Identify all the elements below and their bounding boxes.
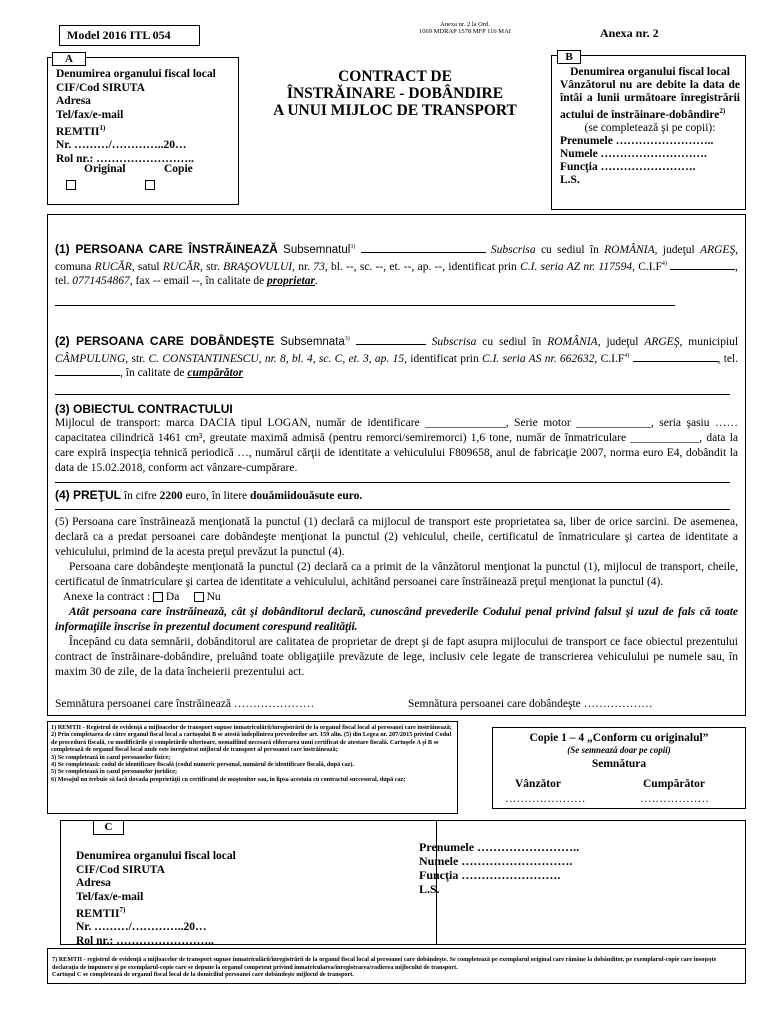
sec2-heading: (2) PERSOANA CARE DOBÂNDEŞTE xyxy=(55,333,275,348)
sec2-divider xyxy=(55,394,730,395)
box-b-numele: Numele ………………………. xyxy=(560,147,707,160)
section-4: (4) PREŢUL în cifre 2200 euro, în litere douămiidouăsute euro. xyxy=(55,488,363,502)
box-c-line3: Adresa xyxy=(76,877,111,889)
note-3: 3) Se completează în cazul persoanelor fizice; xyxy=(51,753,171,761)
box-a-line5: REMTII$^{1)}$ xyxy=(56,124,106,138)
sec3-text: Mijlocul de transport: marca DACIA tipul LOGAN, număr de identificare ______________, Serie motor _____________, seria şasiu …… capacitatea cilindrică 1461 cm³, greutate maximă admisă (pentru remorci/semiremorci) 1,6 tone, număr de înmatriculare ____________, data la care expiră inspecţia tehnică periodică …, numărul cărţii de identitate a vehiculului F809658, anul de fabricaţie 2007, norma euro E4, dobândit la data de 15.02.2018, conform act vânzare-cumpărare. xyxy=(55,417,738,474)
annex-title: Anexa nr. 2 xyxy=(600,26,659,40)
vanzator-label: Vânzător xyxy=(515,778,561,790)
box-c-signature xyxy=(419,840,579,896)
box-c-line6: Nr. ………/…………..20… xyxy=(76,921,207,934)
sec5-p2: Persoana care dobândeşte menţionată la punctul (2) declară ca a primit de la vânzătorul menţionat la punctul (1), mijlocul de transport, cheile, certificatul de înmatriculare şi cartea de identitate a vehiculului, achitând persoanei care înstrăinează preţul menţionat la punctul (4). xyxy=(55,561,738,588)
cumparator-dots: ……………… xyxy=(640,793,709,805)
sec5-p4: Începând cu data semnării, dobânditorul are calitatea de proprietar de drept şi de fapt asupra mijlocului de transport ce face obiectul prezentului contract de înstrăinare-dobândire, preluând toate obligaţiile prevăzute de lege, inclusiv cele legate de transcrierea vehiculului pe numele sau, în maxim 30 de zile, de la data încheierii prezentului act. xyxy=(55,636,738,678)
original-checkbox[interactable] xyxy=(66,180,76,190)
footer-line2: Cartuşul C se completează de organul fiscal local de la domiciliul persoanei care dobândeşte mijlocul de transport. xyxy=(52,971,354,978)
copie-label: Copie xyxy=(164,163,193,175)
anexe-row: Anexe la contract : Da Nu xyxy=(63,591,221,603)
title-line1: CONTRACT DE xyxy=(338,68,452,85)
model-box xyxy=(59,25,200,46)
sem-instrainator: Semnătura persoanei care înstrăinează ………………… xyxy=(55,698,315,710)
box-c-line4: Tel/fax/e-mail xyxy=(76,890,144,903)
box-b-tag: B xyxy=(557,50,581,64)
section-5 xyxy=(55,515,738,680)
anexe-da-checkbox[interactable] xyxy=(153,592,163,602)
copie-content xyxy=(492,731,746,771)
contract-title xyxy=(245,68,545,119)
box-a-line7: Rol nr.: …………………….. xyxy=(56,152,194,165)
copie-sub: (Se semnează doar pe copii) xyxy=(567,745,671,756)
footer-line1: 7) REMTII - registrul de evidenţă a mijloacelor de transport supuse înmatriculării/înregistrării de la organul fiscal local al persoanei care dobândeşte. Se completează pe exemplarul original care rămâne la dobânditor, pe exemplarul-copie care însoţeşte declaraţia de impunere şi pe exemplarul-copie care se depune la organul competent privind înmatricularea/înregistrarea/radierea mijlocului de transport. xyxy=(52,956,717,971)
box-c-tag: C xyxy=(93,820,124,835)
sec5-p3: Atât persoana care înstrăinează, cât şi dobânditorul declară, cunoscând prevederile Codului penal privind falsul şi uzul de fals că toate informaţiile înscrise în prezentul document corespund realităţii. xyxy=(55,606,738,633)
box-c-content xyxy=(76,850,236,948)
note-6: 6) Mesajul nu trebuie să facă dovada proprietăţii cu certificatul de moştenitor sau, în lipsa acestuia cu contractul succesoral, după caz; xyxy=(51,775,406,783)
original-label: Original xyxy=(84,163,126,175)
box-c-line1: Denumirea organului fiscal local xyxy=(76,850,236,862)
note-4: 4) Se completează: codul de identificare fiscală (codul numeric personal, numărul de identificare fiscală, după caz). xyxy=(51,761,354,769)
section-1: (1) PERSOANA CARE ÎNSTRĂINEAZĂ Subsemnatul$^{3)}$ Subscrisa cu sediul în ROMÂNIA, judeţul ARGEŞ, comuna RUCĂR, satul RUCĂR, str. BRAŞOVULUI, nr. 73, bl. --, sc. --, et. --, ap. --, identificat prin C.I. seria AZ nr. 117594, $C.I.F^{4)}$ , tel. 0771454867, fax -- email --, în calitate de proprietar. xyxy=(55,241,739,287)
copie-title: Copie 1 – 4 „Conform cu originalul” xyxy=(529,732,709,744)
box-c-functia: Funcţia ……………………. xyxy=(419,868,561,882)
sem-dobanditor: Semnătura persoanei care dobândeşte ……………… xyxy=(408,698,653,710)
sec3-heading: (3) OBIECTUL CONTRACTULUI xyxy=(55,402,233,416)
sec3-divider xyxy=(55,482,730,483)
note-2: 2) Prin completarea de către organul fiscal local a cartuşului B se atestă îndeplinirea prevederilor art. 159 alin. (5) din Legea nr. 207/2015 privind Codul de procedură fiscală, cu modificările şi completările ulterioare, nemaifiind necesară eliberarea unui certificat de atestare fiscală. Cartuşele A şi B se completează de organul fiscal local unde este înregistrat mijlocul de transport al persoanei care înstrăinează; xyxy=(51,731,452,754)
footer-text xyxy=(52,956,742,979)
box-a-tag: A xyxy=(52,52,86,66)
annex-ref-line2: 1069 MDRAP 1578 MFP 116 MAI xyxy=(419,28,511,36)
box-a-content xyxy=(56,68,216,166)
vanzator-dots: ………………… xyxy=(505,793,586,805)
box-c-line5: REMTII$^{7)}$ xyxy=(76,906,126,920)
annex-ref-line1: Anexa nr. 2 la Ord. xyxy=(440,21,490,28)
box-a-line4: Tel/fax/e-mail xyxy=(56,108,124,121)
box-a-line6: Nr. ………/…………..20… xyxy=(56,139,187,152)
box-c-line7: Rol nr.: …………………….. xyxy=(76,934,214,947)
section-2: (2) PERSOANA CARE DOBÂNDEŞTE Subsemnata$^{3)}$ Subscrisa cu sediul în ROMÂNIA, judeţul ARGEŞ, municipiul CÂMPULUNG, str. C. CONSTANTINESCU, nr. 8, bl. 4, sc. C, et. 3, ap. 15, identificat prin C.I. seria AS nr. 662632, $C.I.F^{4)}$ , tel. , în calitate de cumpărător xyxy=(55,333,739,379)
box-a-line3: Adresa xyxy=(56,95,91,107)
box-b-content xyxy=(560,66,740,187)
box-b-ls: L.S. xyxy=(560,173,580,186)
box-c-ls: L.S. xyxy=(419,882,440,896)
box-c-numele: Numele ………………………. xyxy=(419,854,573,868)
box-a-line1: Denumirea organului fiscal local xyxy=(56,68,216,80)
title-line3: A UNUI MIJLOC DE TRANSPORT xyxy=(273,102,517,119)
box-c-prenume: Prenumele …………………….. xyxy=(419,840,580,854)
box-a-line2: CIF/Cod SIRUTA xyxy=(56,81,145,94)
title-line2: ÎNSTRĂINARE - DOBÂNDIRE xyxy=(286,85,504,102)
box-b-line1: Denumirea organului fiscal local xyxy=(570,66,730,78)
sec4-divider xyxy=(55,509,730,510)
box-c-line2: CIF/Cod SIRUTA xyxy=(76,863,165,876)
anexe-nu-checkbox[interactable] xyxy=(194,592,204,602)
box-b-line2: Vânzătorul nu are debite la data de întâi a lunii următoare înregistrării actului de înstrăinare-dobândire$^{2)}$ xyxy=(560,79,740,121)
box-b-prenume: Prenumele …………………….. xyxy=(560,134,714,147)
model-label: Model 2016 ITL 054 xyxy=(67,28,171,42)
cumparator-label: Cumpărător xyxy=(643,778,705,790)
note-1: 1) REMTII - Registrul de evidenţă a mijloacelor de transport supuse înmatriculării/înregistrării de la organul fiscal local al persoanei care înstrăinează; xyxy=(51,724,452,731)
copie-semnatura: Semnătura xyxy=(591,757,647,770)
box-b-line3: (se completează şi pe copii): xyxy=(584,121,716,134)
copie-checkbox[interactable] xyxy=(145,180,155,190)
sec5-p1: (5) Persoana care înstrăinează menţionată la punctul (1) declară ca mijlocul de transport este proprietatea sa, liber de orice sarcini. De asemenea, declară ca a predat persoanei care dobândeşte menţionat la punctul (2) vehiculul, cheile, certificatul de înmatriculare şi cartea de identitate a vehiculului, primind de la acesta preţul prevăzut la punctul (4). xyxy=(55,516,738,558)
sec1-divider xyxy=(55,305,675,306)
box-b-functia: Funcţia ……………………. xyxy=(560,160,696,173)
note-5: 5) Se completează în cazul persoanelor juridice; xyxy=(51,768,178,776)
annex-ref xyxy=(385,21,545,36)
sec1-heading: (1) PERSOANA CARE ÎNSTRĂINEAZĂ xyxy=(55,241,278,256)
notes-list xyxy=(51,724,454,783)
